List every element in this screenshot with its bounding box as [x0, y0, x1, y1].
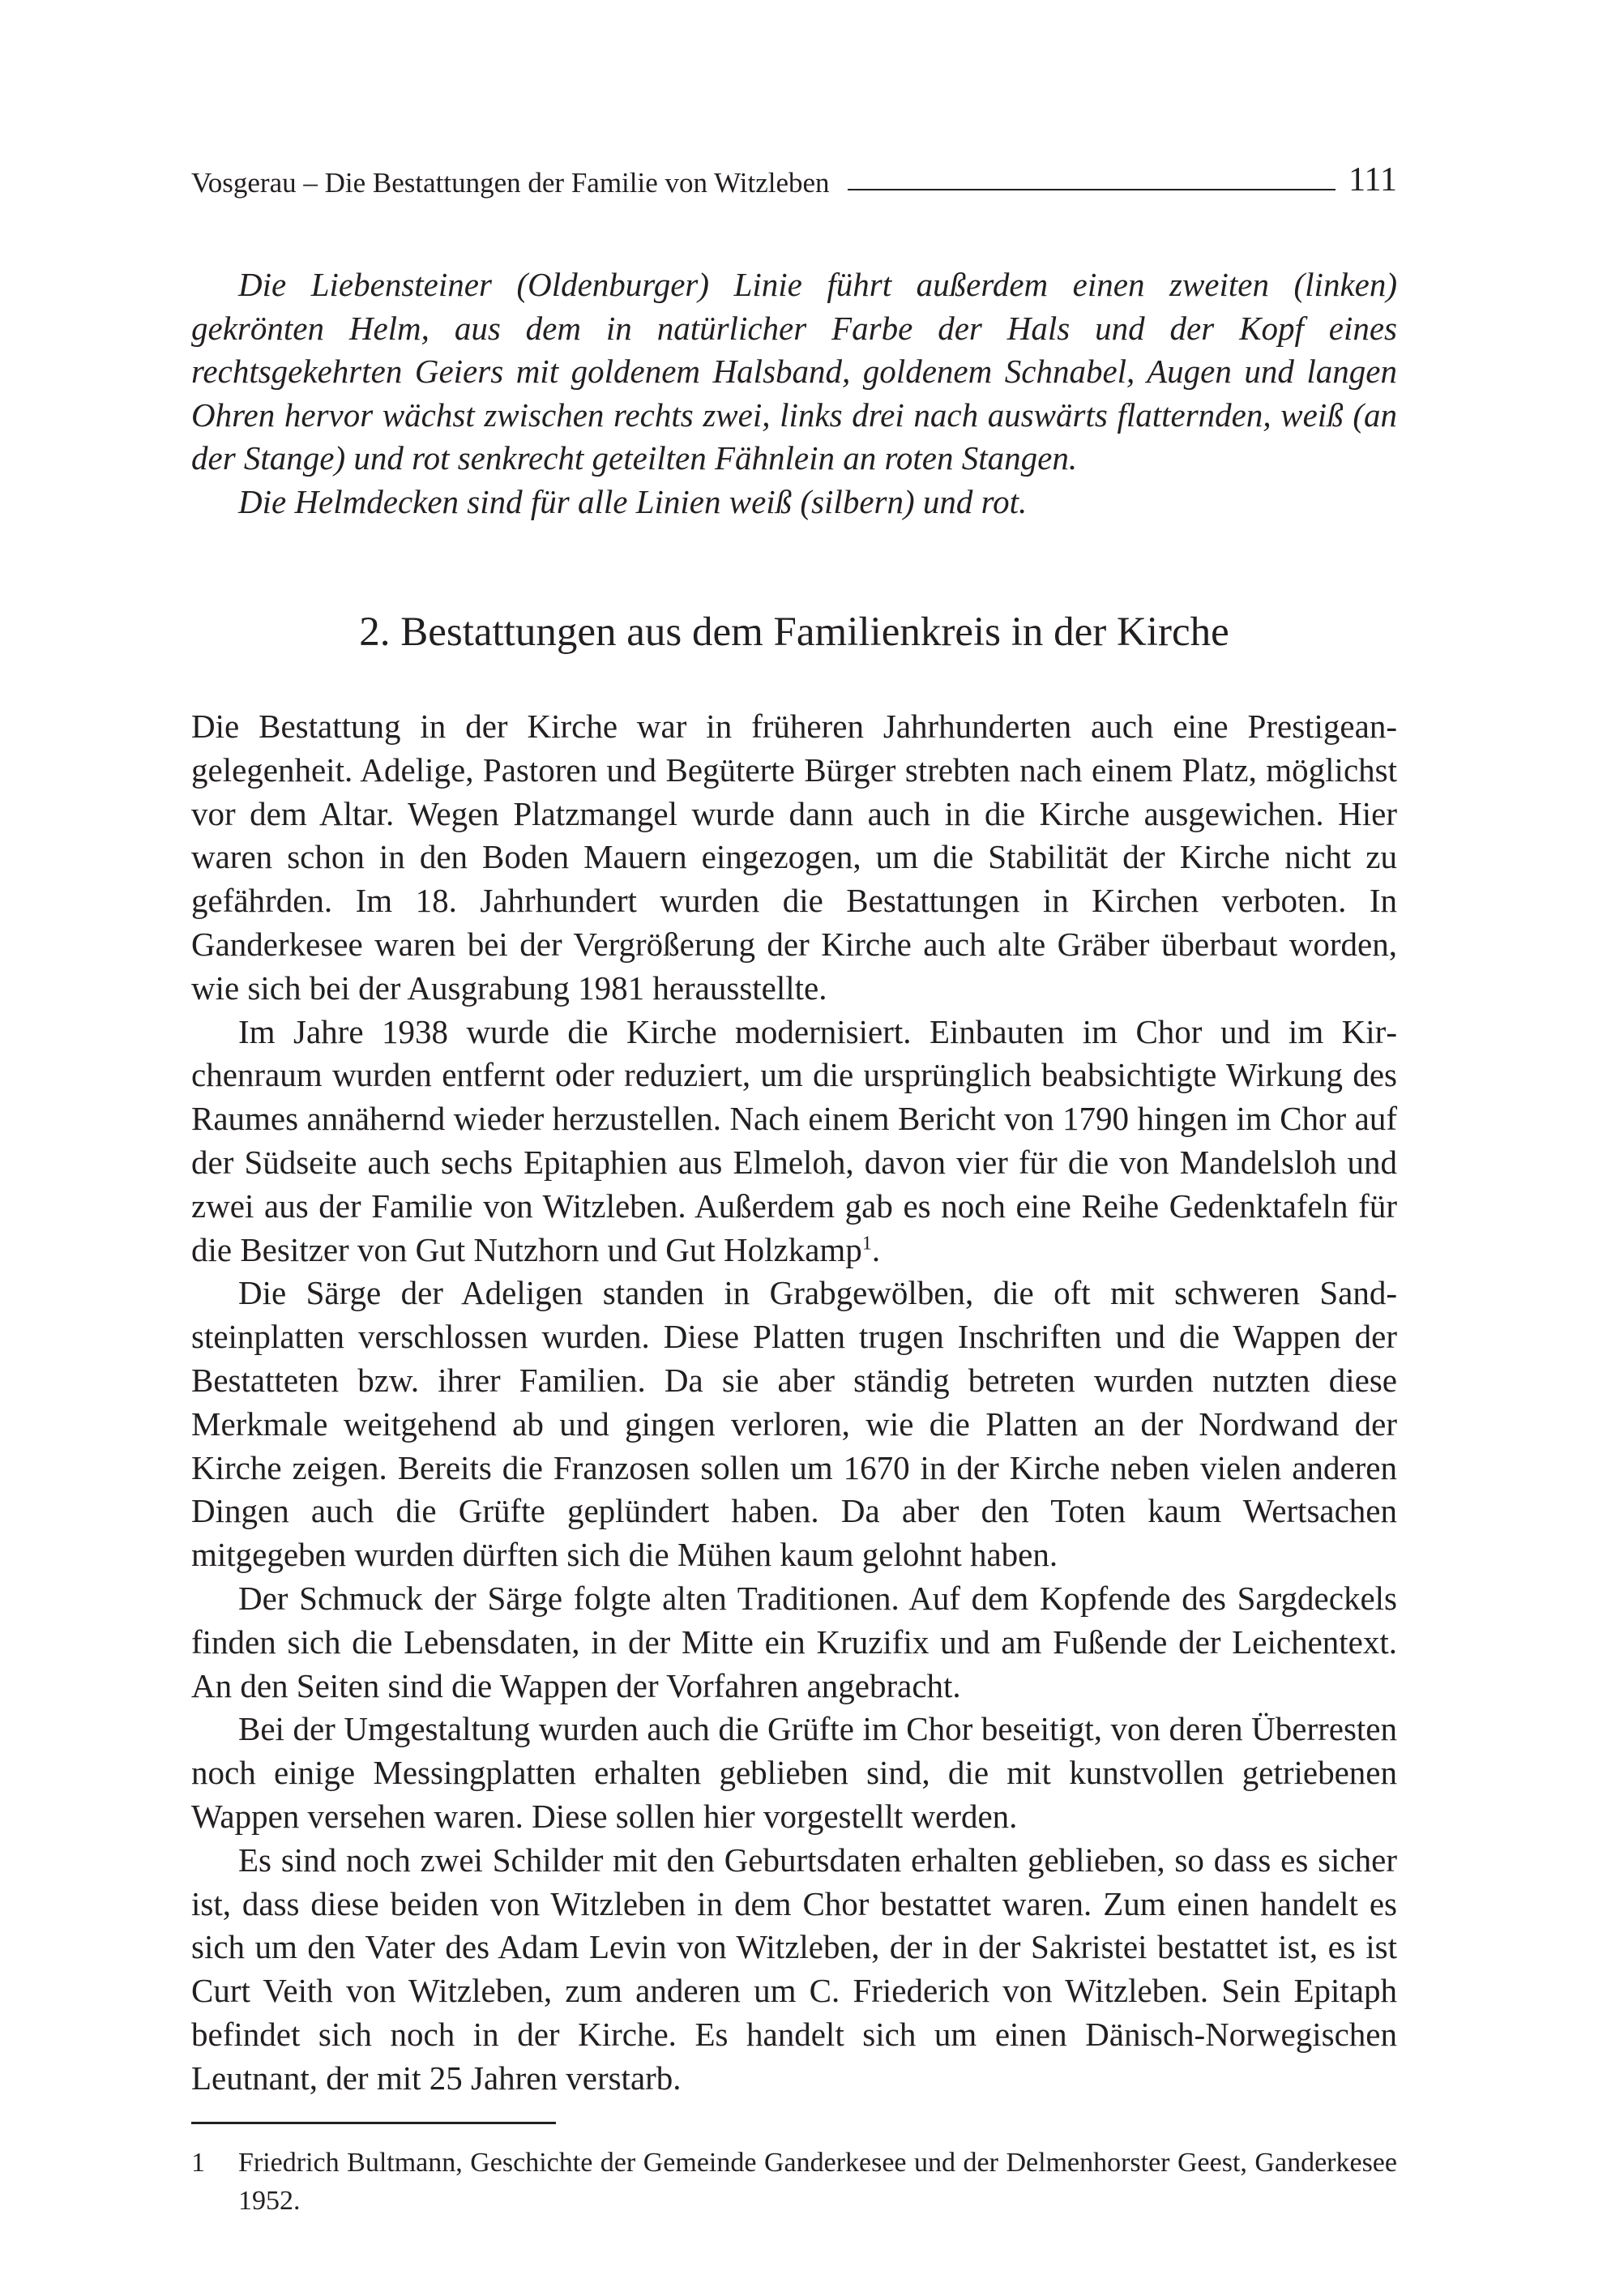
- body-paragraph: Es sind noch zwei Schilder mit den Geburtsdaten erhalten geblieben, so dass es sicher ist, dass diese beiden von Witzleben in dem Chor bestattet waren. Zum einen handelt es sich um den Vater des Adam Levin von Witzleben, der in der Sakristei bestattet ist, es ist Curt Veith von Witzleben, zum anderen um C. Friederich von Witzleben. Sein Epitaph befindet sich noch in der Kirche. Es handelt sich um einen Dänisch-Norwegischen Leutnant, der mit 25 Jahren verstarb.: [191, 1841, 1397, 2097]
- body-paragraph: Die Bestattung in der Kirche war in früheren Jahrhunderten auch eine Prestigeangelegenheit. Adelige, Pastoren und Begüterte Bürger strebten nach einem Platz, möglichst vor dem Altar. Wegen Platzmangel wurde dann auch in die Kirche ausgewichen. Hier waren schon in den Boden Mauern eingezogen, um die Stabilität der Kirche nicht zu gefährden. Im 18. Jahrhundert wurden die Bestattungen in Kirchen verboten. In Ganderkesee waren bei der Vergrößerung der Kirche auch alte Gräber überbaut worden, wie sich bei der Ausgrabung 1981 herausstellte.: [191, 708, 1397, 1007]
- section-heading: 2. Bestattungen aus dem Familienkreis in der Kirche: [359, 609, 1229, 655]
- blazon-paragraph: Die Liebensteiner (Oldenburger) Linie führt außerdem einen zweiten (linken) gekrönten Helm, aus dem in natürlicher Farbe der Hals und der Kopf eines rechtsgekehrten Geiers mit goldenem Halsband, goldenem Schnabel, Augen und langen Ohren hervor wächst zwischen rechts zwei, links drei nach auswärts flatternden, weiß (an der Stange) und rot senkrecht geteilten Fähnlein an roten Stangen.: [191, 266, 1397, 477]
- section-body: [191, 705, 1397, 2101]
- body-paragraph: [191, 1011, 1397, 1272]
- blazon-paragraph: Die Helmdecken sind für alle Linien weiß (silbern) und rot.: [238, 482, 1028, 520]
- running-head-rule: [848, 189, 1336, 190]
- footnote-reference[interactable]: 1: [861, 1232, 872, 1254]
- body-paragraph-tail: .: [871, 1230, 881, 1268]
- running-head-title: Vosgerau – Die Bestattungen der Familie von Witzleben: [191, 167, 830, 199]
- body-paragraph: Der Schmuck der Särge folgte alten Traditionen. Auf dem Kopfende des Sargdeckels finden sich die Lebensdaten, in der Mitte ein Kruzifix und am Fußende der Leichentext. An den Seiten sind die Wappen der Vorfahren angebracht.: [191, 1579, 1397, 1704]
- footnote-number: 1: [191, 2148, 205, 2178]
- body-paragraph-text: Im Jahre 1938 wurde die Kirche modernisiert. Einbauten im Chor und im Kirchenraum wurden entfernt oder reduziert, um die ursprünglich beabsichtigte Wirkung des Raumes annähernd wieder herzustellen. Nach einem Bericht von 1790 hingen im Chor auf der Südseite auch sechs Epitaphien aus Elmeloh, davon vier für die von Mandelsloh und zwei aus der Familie von Witzleben. Außerdem gab es noch eine Reihe Gedenktafeln für die Besitzer von Gut Nutzhorn und Gut Holzkamp: [191, 1012, 1397, 1268]
- body-paragraph: Die Särge der Adeligen standen in Grabgewölben, die oft mit schweren Sandsteinplatten verschlossen wurden. Diese Platten trugen Inschriften und die Wappen der Bestatteten bzw. ihrer Familien. Da sie aber ständig betreten wurden nutzten diese Merkmale weitgehend ab und gingen verloren, wie die Platten an der Nordwand der Kirche zeigen. Bereits die Franzosen sollen um 1670 in der Kirche neben vielen anderen Dingen auch die Grüfte geplündert haben. Da aber den Toten kaum Wertsachen mitgegeben wurden dürften sich die Mühen kaum gelohnt haben.: [191, 1274, 1397, 1574]
- footnote: [191, 2144, 1397, 2220]
- footnote-text: Friedrich Bultmann, Geschichte der Gemeinde Ganderkesee und der Delmenhorster Geest, Ganderkesee 1952.: [238, 2148, 1397, 2216]
- body-paragraph: Bei der Umgestaltung wurden auch die Grüfte im Chor beseitigt, von deren Überresten noch einige Messingplatten erhalten geblieben sind, die mit kunstvollen getriebenen Wappen versehen waren. Diese sollen hier vorgestellt werden.: [191, 1710, 1397, 1835]
- footnote-divider: [191, 2122, 556, 2124]
- blazon-description: [191, 263, 1397, 524]
- running-head: [191, 148, 1397, 197]
- page-number: 111: [1348, 161, 1397, 199]
